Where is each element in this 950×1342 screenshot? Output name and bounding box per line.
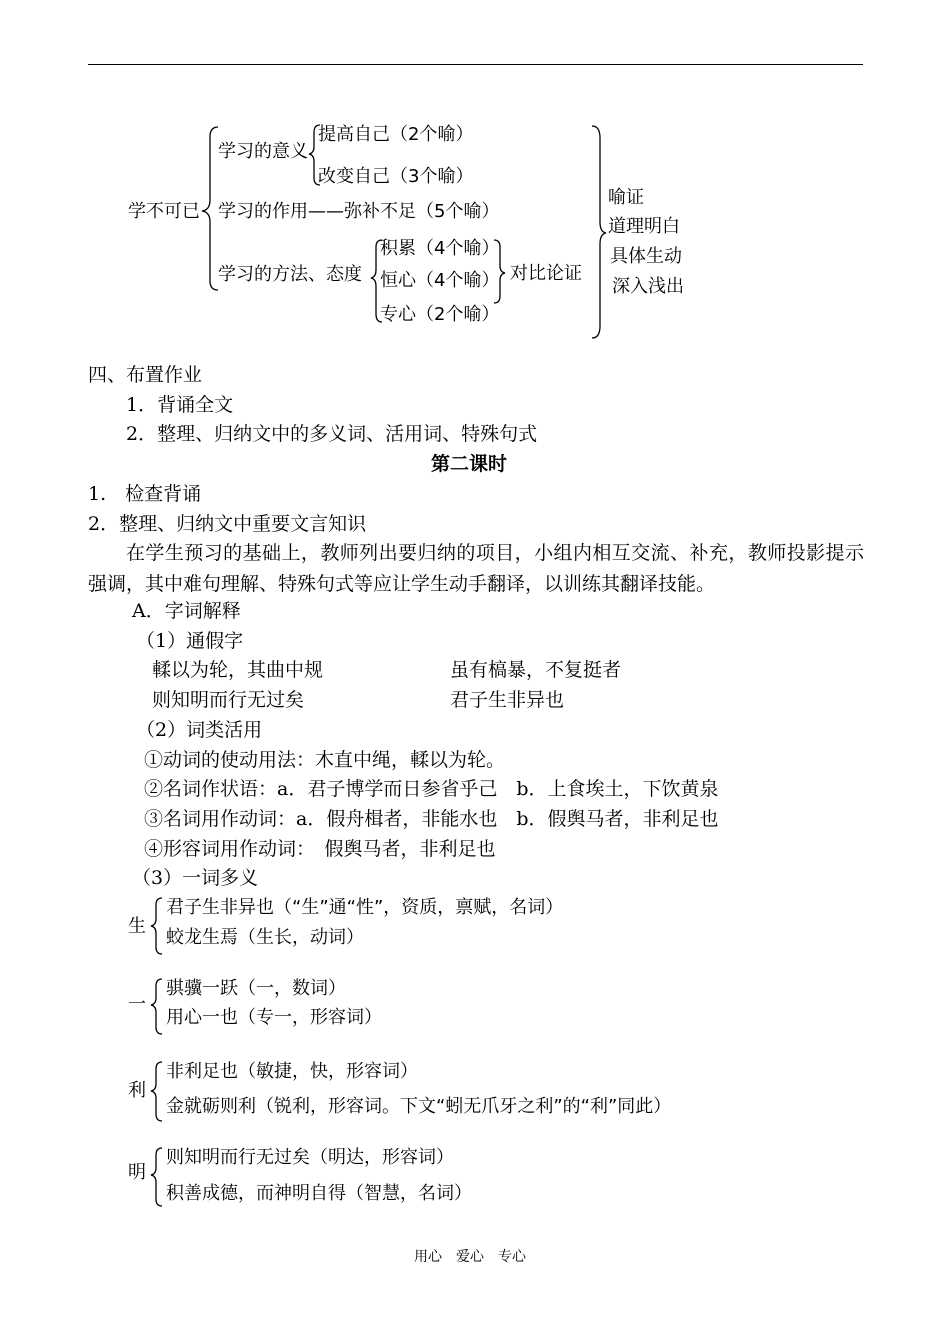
polysemy-char: 明 <box>128 1162 146 1183</box>
diagram-summary-2: 道理明白 <box>608 216 680 237</box>
homework-heading: 四、布置作业 <box>88 364 203 386</box>
huoyong-item-4: ④形容词用作动词： 假舆马者，非利足也 <box>144 838 496 860</box>
diagram-method-1: 积累（4个喻） <box>380 238 500 259</box>
homework-item-2: 2．整理、归纳文中的多义词、活用词、特殊句式 <box>126 423 538 445</box>
polysemy-char: 一 <box>128 994 146 1015</box>
diagram-branch-method: 学习的方法、态度 <box>218 264 362 285</box>
polysemy-char: 生 <box>128 916 146 937</box>
diagram-method-3: 专心（2个喻） <box>380 304 500 325</box>
lesson2-title: 第二课时 <box>431 453 508 475</box>
tongjia-item-2: 虽有槁暴，不复挺者 <box>450 659 622 681</box>
page-footer: 用心 爱心 专心 <box>414 1249 526 1265</box>
polysemy-line: 金就砺则利（锐利，形容词。下文“蚓无爪牙之利”的“利”同此） <box>166 1096 672 1117</box>
diagram-summary-4: 深入浅出 <box>612 276 684 297</box>
huoyong-item-3: ③名词用作动词：a．假舟楫者，非能水也 b．假舆马者，非利足也 <box>144 808 719 830</box>
huoyong-heading: （2）词类活用 <box>136 719 263 741</box>
lesson2-step-2: 2．整理、归纳文中重要文言知识 <box>88 513 367 535</box>
diagram-method-note: 对比论证 <box>510 263 582 284</box>
diagram-root: 学不可已 <box>128 201 200 222</box>
brace-li <box>151 1062 162 1121</box>
tongjia-item-1: 輮以为轮，其曲中规 <box>152 659 324 681</box>
tongjia-item-3: 则知明而行无过矣 <box>152 689 305 711</box>
duoyi-heading: （3）一词多义 <box>132 867 259 889</box>
polysemy-line: 君子生非异也（“生”通“性”，资质，禀赋，名词） <box>166 897 564 918</box>
polysemy-line: 用心一也（专一，形容词） <box>166 1007 382 1028</box>
diagram-branch-meaning: 学习的意义 <box>218 141 308 162</box>
brace-yi <box>151 979 162 1034</box>
brace-ming <box>151 1148 162 1206</box>
lesson2-paragraph: 在学生预习的基础上，教师列出要归纳的项目，小组内相互交流、补充，教师投影提示强调，其中难句理解、特殊句式等应让学生动手翻译，以训练其翻译技能。 <box>88 542 864 595</box>
polysemy-line: 蛟龙生焉（生长，动词） <box>166 927 364 948</box>
polysemy-line: 骐骥一跃（一，数词） <box>166 978 346 999</box>
polysemy-line: 则知明而行无过矣（明达，形容词） <box>166 1147 454 1168</box>
diagram-meaning-1: 提高自己（2个喻） <box>318 124 474 145</box>
huoyong-item-1: ①动词的使动用法：木直中绳，輮以为轮。 <box>144 749 506 771</box>
diagram-method-2: 恒心（4个喻） <box>380 270 500 291</box>
polysemy-char: 利 <box>128 1080 146 1101</box>
section-a-heading: A．字词解释 <box>132 600 241 622</box>
diagram-meaning-2: 改变自己（3个喻） <box>318 166 474 187</box>
tongjia-heading: （1）通假字 <box>136 630 244 652</box>
diagram-summary-1: 喻证 <box>608 187 644 208</box>
polysemy-line: 非利足也（敏捷，快，形容词） <box>166 1061 418 1082</box>
brace-sheng <box>151 898 162 954</box>
diagram-branch-function: 学习的作用——弥补不足（5个喻） <box>218 201 500 222</box>
lesson2-step-1: 1. 检查背诵 <box>88 483 202 505</box>
tongjia-item-4: 君子生非异也 <box>450 689 565 711</box>
huoyong-item-2: ②名词作状语：a．君子博学而日参省乎己 b．上食埃土，下饮黄泉 <box>144 778 719 800</box>
polysemy-line: 积善成德，而神明自得（智慧，名词） <box>166 1183 472 1204</box>
diagram-summary-3: 具体生动 <box>610 246 682 267</box>
homework-item-1: 1．背诵全文 <box>126 394 234 416</box>
